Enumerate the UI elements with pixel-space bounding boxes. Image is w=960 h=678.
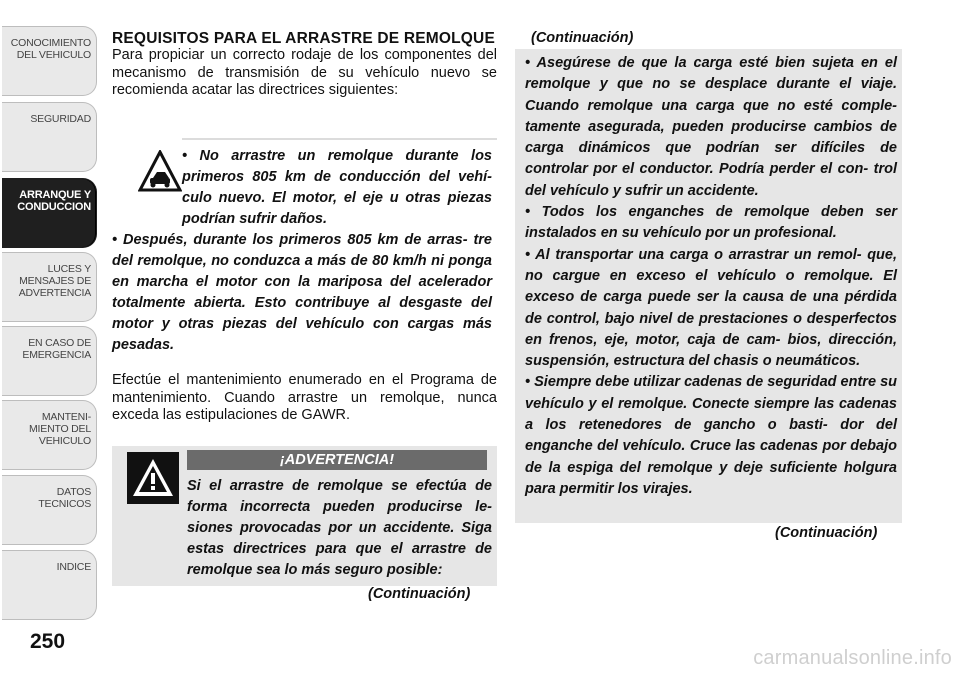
tab-emergencia[interactable]: EN CASO DE EMERGENCIA (2, 326, 97, 396)
tab-conocimiento[interactable]: CONOCIMIENTO DEL VEHICULO (2, 26, 97, 96)
warning-title: ¡ADVERTENCIA! (187, 450, 487, 470)
maintenance-paragraph: Efectúe el mantenimiento enumerado en el Programa de mantenimiento. Cuando arrastre un remolque, nunca exceda las estipulaciones de GAWR. (112, 372, 497, 423)
note-bullet-1: • No arrastre un remolque durante los primeros 805 km de conducción del vehí- culo nuevo. El motor, el eje u otras piezas podrían sufrir daños. (182, 148, 492, 227)
tab-seguridad[interactable]: SEGURIDAD (2, 102, 97, 172)
tab-luces[interactable]: LUCES Y MENSAJES DE ADVERTENCIA (2, 252, 97, 322)
continued-bottom-right: (Continuación) (775, 525, 878, 541)
continued-top-right: (Continuación) (531, 30, 634, 46)
warning-paragraph: Si el arrastre de remolque se efectúa de forma incorrecta pueden producirse le- siones provocadas por un accidente. Siga estas directrices para que el arrastre de remolque sea lo más seguro posible: (187, 478, 492, 578)
continued-left: (Continuación) (368, 586, 471, 602)
tab-datos[interactable]: DATOS TECNICOS (2, 475, 97, 545)
warning-box (112, 446, 497, 586)
note-divider (182, 138, 497, 140)
warning-continuation-box (515, 49, 902, 523)
chapter-tabs (0, 0, 100, 678)
tab-mantenimiento[interactable]: MANTENI- MIENTO DEL VEHICULO (2, 400, 97, 470)
left-column (112, 30, 497, 100)
note-bullet-2: • Después, durante los primeros 805 km de arras- tre del remolque, no conduzca a más de 80 km/h ni ponga en marcha el motor con la mariposa del acelerador totalmente abierta. Esto contribuye al desgaste del motor y otras piezas del vehículo con cargas más pesadas. (112, 232, 492, 353)
note-box (112, 138, 497, 360)
warning-text (112, 476, 492, 581)
intro-paragraph: Para propiciar un correcto rodaje de los componentes del mecanismo de transmisión de su vehículo nuevo se recomienda acatar las directrices siguientes: (112, 47, 497, 98)
page-number: 250 (30, 630, 66, 653)
tab-arranque[interactable]: ARRANQUE Y CONDUCCION (2, 178, 97, 248)
tab-indice[interactable]: INDICE (2, 550, 97, 620)
maintenance-block (112, 372, 497, 425)
bullet-safety-chains: • Siempre debe utilizar cadenas de seguridad entre su vehículo y el remolque. Conecte siempre las cadenas a los retenedores de gancho o basti- dor del enganche del vehículo. Cruce las cadenas por debajo de la espiga del remolque y deje suficiente holgura para permitir los virajes. (525, 374, 897, 497)
bullet-overload: • Al transportar una carga o arrastrar un remol- que, no cargue en exceso el vehículo o remolque. El exceso de carga puede ser la causa de una pérdida de control, bajo nivel de prestaciones o desperfectos en frenos, eje, motor, caja de cam- bios, dirección, suspensión, estructura del chasis o neumáticos. (525, 246, 897, 370)
note-text (112, 146, 492, 356)
warning-bullets (525, 53, 897, 500)
section-heading: REQUISITOS PARA EL ARRASTRE DE REMOLQUE (112, 30, 495, 47)
watermark: carmanualsonline.info (753, 647, 952, 669)
bullet-secure-load: • Asegúrese de que la carga esté bien sujeta en el remolque y que no se desplace durante el viaje. Cuando remolque una carga que no esté comple- tamente asegurada, pueden producirse cambios de carga dinámicos que podrían ser difíciles de controlar por el conductor. Podría perder el con- trol del vehículo y sufrir un accidente. (525, 55, 897, 199)
bullet-professional-install: • Todos los enganches de remolque deben ser instalados en su vehículo por un profesional. (525, 204, 897, 242)
